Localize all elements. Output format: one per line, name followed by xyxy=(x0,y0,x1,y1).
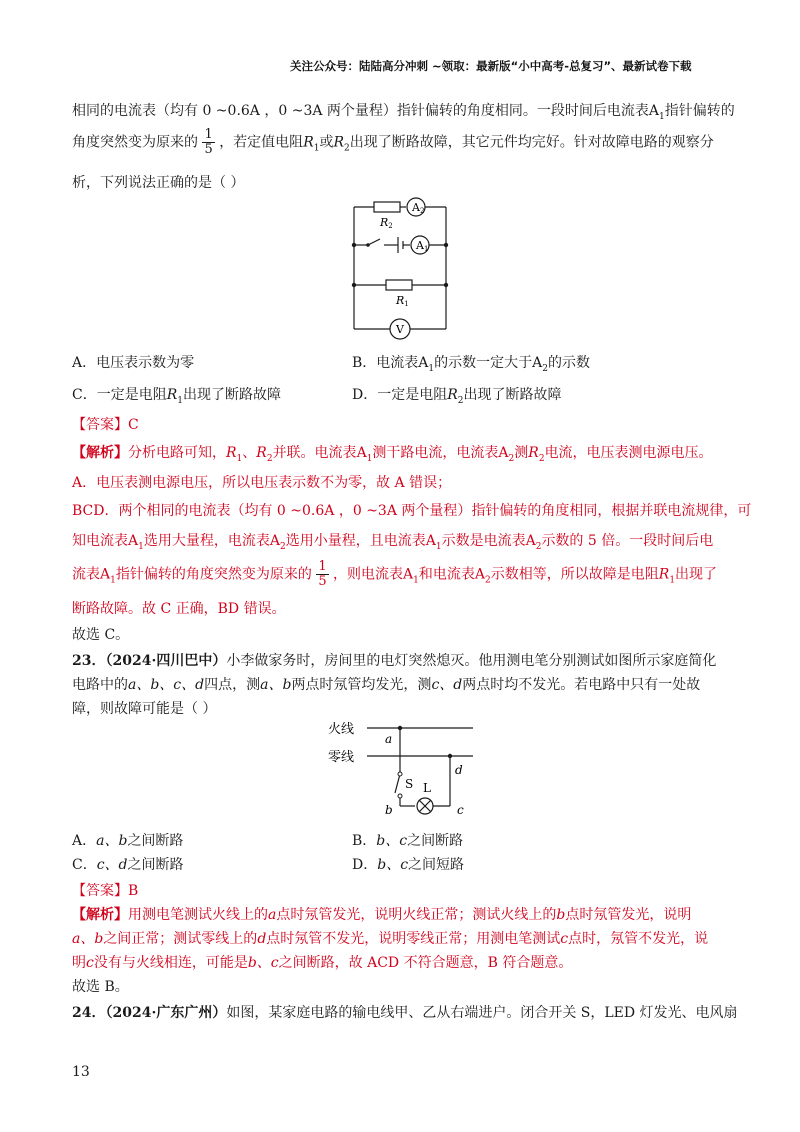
q22-stem-line1: 相同的电流表（均有 0 ~0.6A ，0 ~3A 两个量程）指针偏转的角度相同。一段时间后电流表$A_1$指针偏转的 xyxy=(72,103,735,122)
q22-option-c: C．一定是电阻$R_1$出现了断路故障 xyxy=(72,387,281,406)
q22-analysis-line6: 断路故障。故 C 正确，BD 错误。 xyxy=(72,601,286,617)
lamp-l-label: L xyxy=(423,781,431,795)
page-number: 13 xyxy=(72,1064,90,1080)
q22-stem-line2: 角度突然变为原来的 $\frac{1}{5}$ ，若定值电阻$R_1$或$R_2$出现了断路故障，其它元件均完好。针对故障电路的观察分 xyxy=(72,127,714,157)
point-a-label: a xyxy=(385,732,393,746)
q23-circuit-diagram xyxy=(325,718,485,818)
q22-analysis-line3: BCD．两个相同的电流表（均有 0 ~0.6A ，0 ~3A 两个量程）指针偏转的角度相同，根据并联电流规律，可 xyxy=(72,503,752,519)
q22-analysis-line4: 知电流表$A_1$选用大量程，电流表$A_2$选用小量程，且电流表$A_1$示数是电流表$A_2$示数的 5 倍。一段时间后电 xyxy=(72,533,714,552)
q23-option-c: C．c、d之间断路 xyxy=(72,857,184,873)
q24-stem-line1: 24．（2024·广东广州）如图，某家庭电路的输电线甲、乙从右端进户。闭合开关 S，LED 灯发光、电风扇 xyxy=(72,1005,738,1021)
q22-stem-line3: 析，下列说法正确的是（ ） xyxy=(72,175,245,191)
q23-conclusion: 故选 B。 xyxy=(72,979,129,995)
point-c-label: c xyxy=(457,803,464,817)
q23-option-d: D．b、c之间短路 xyxy=(352,857,465,873)
resistor-r1-label: R1 xyxy=(396,294,409,308)
q22-option-a: A．电压表示数为零 xyxy=(72,355,195,371)
q23-stem-line2: 电路中的a、b、c、d四点，测a、b两点时氖管均发光，测c、d两点时均不发光。若电路中只有一处故 xyxy=(72,677,701,693)
neutral-wire-label: 零线 xyxy=(328,750,355,765)
resistor-r2-label: R2 xyxy=(380,216,393,230)
q22-analysis-line1: 【解析】分析电路可知，$R_1$、$R_2$并联。电流表$A_1$测干路电流，电流表$A_2$测$R_2$电流，电压表测电源电压。 xyxy=(72,445,713,464)
ammeter-a2-label: A2 xyxy=(412,201,425,215)
ammeter-a1-label: A1 xyxy=(416,239,429,253)
page-header: 关注公众号：陆陆高分冲刺 ~领取：最新版“小中高考-总复习”、最新试卷下载 xyxy=(290,59,692,73)
q22-circuit-diagram xyxy=(340,195,460,340)
q22-analysis-line5: 流表$A_1$指针偏转的角度突然变为原来的 $\frac{1}{5}$ ，则电流表$A_1$和电流表$A_2$示数相等，所以故障是电阻$R_1$出现了 xyxy=(72,559,718,589)
q23-analysis-line1: 【解析】用测电笔测试火线上的a点时氖管发光，说明火线正常；测试火线上的b点时氖管发光，说明 xyxy=(72,907,692,923)
q23-answer: 【答案】B xyxy=(72,883,139,899)
live-wire-label: 火线 xyxy=(328,722,355,737)
q22-option-b: B．电流表$A_1$的示数一定大于$A_2$的示数 xyxy=(352,355,591,374)
q23-option-b: B．b、c之间断路 xyxy=(352,833,464,849)
point-d-label: d xyxy=(455,763,463,777)
q23-analysis-line2: a、b之间正常；测试零线上的d点时氖管不发光，说明零线正常；用测电笔测试c点时，氖管不发光，说 xyxy=(72,931,709,947)
fraction-one-fifth-analysis: $\frac{1}{5}$ xyxy=(318,559,327,589)
q23-stem-line1: 23．（2024·四川巴中）小李做家务时，房间里的电灯突然熄灭。他用测电笔分别测试如图所示家庭简化 xyxy=(72,653,717,669)
q23-analysis-line3: 明c没有与火线相连，可能是b、c之间断路，故 ACD 不符合题意，B 符合题意。 xyxy=(72,955,573,971)
fraction-one-fifth: $\frac{1}{5}$ xyxy=(204,127,213,157)
q22-option-d: D．一定是电阻$R_2$出现了断路故障 xyxy=(352,387,562,406)
q22-conclusion: 故选 C。 xyxy=(72,627,130,643)
voltmeter-label: V xyxy=(396,323,404,336)
point-b-label: b xyxy=(385,803,393,817)
q23-option-a: A．a、b之间断路 xyxy=(72,833,184,849)
switch-s-label: S xyxy=(405,777,414,791)
q22-answer: 【答案】C xyxy=(72,417,139,433)
q22-analysis-line2: A．电压表测电源电压，所以电压表示数不为零，故 A 错误； xyxy=(72,475,452,491)
q23-stem-line3: 障，则故障可能是（ ） xyxy=(72,701,217,717)
